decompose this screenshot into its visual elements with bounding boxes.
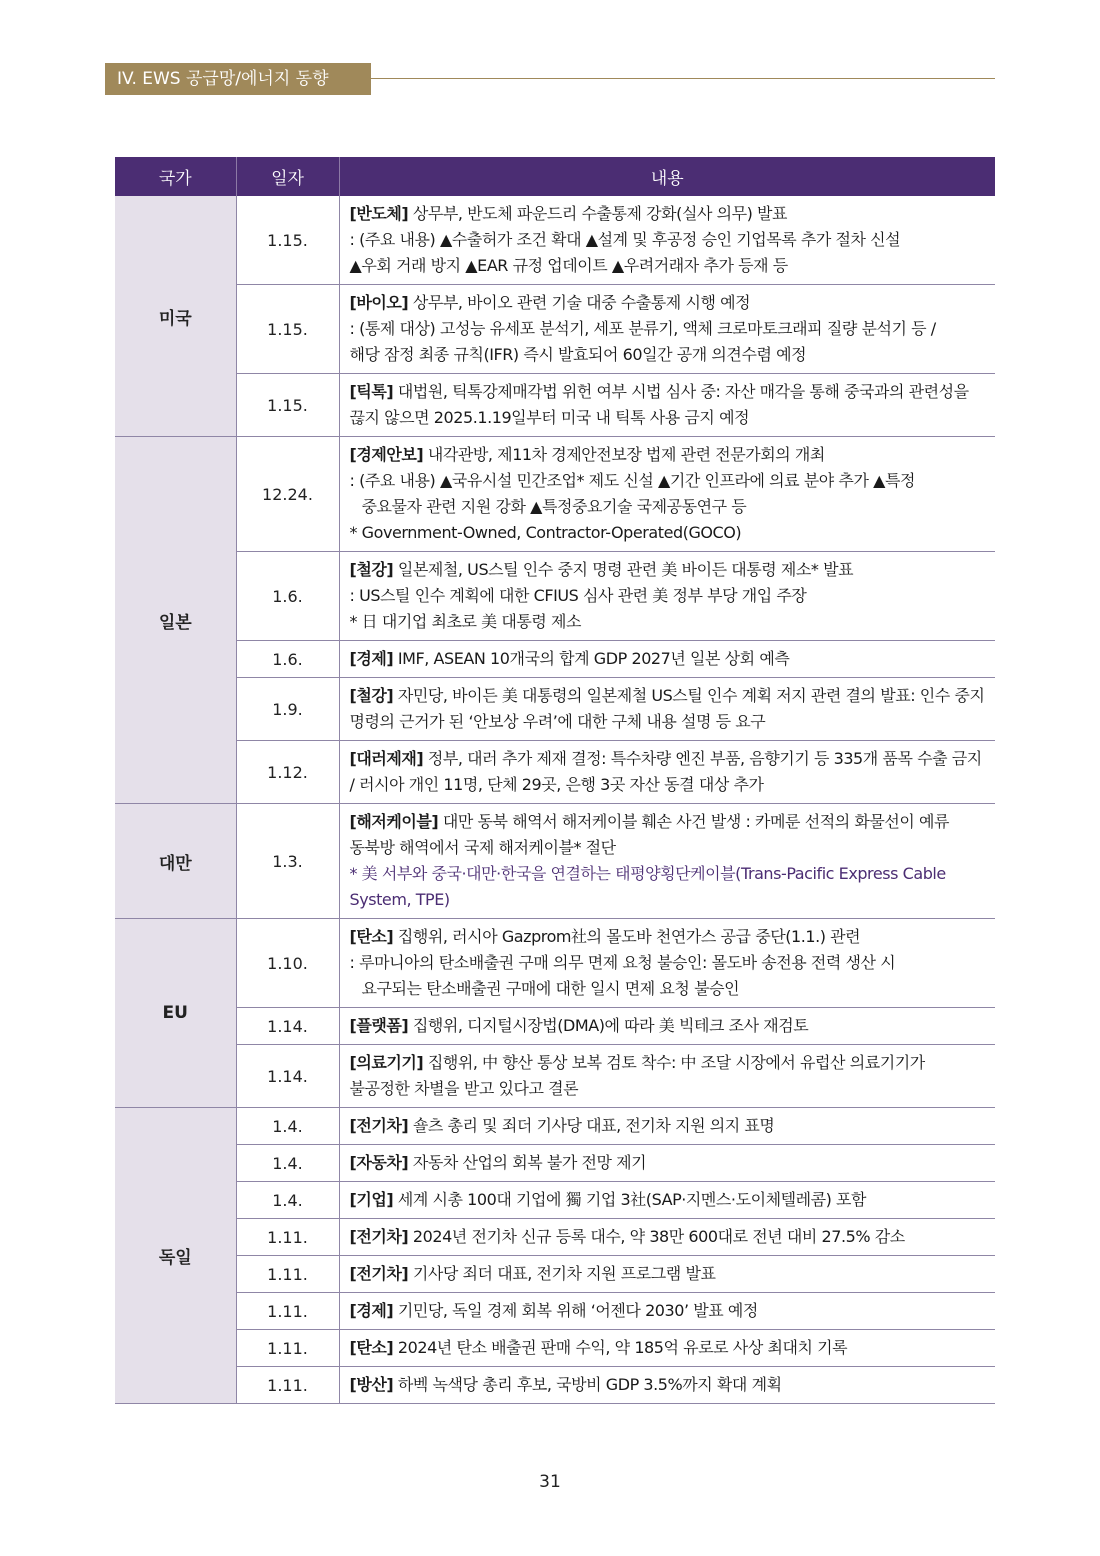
category-tag: [경제] xyxy=(349,649,394,668)
date-cell: 1.15. xyxy=(236,374,339,437)
line-text: 집행위, 러시아 Gazprom社의 몰도바 천연가스 공급 중단(1.1.) 관련 xyxy=(397,927,861,946)
trend-table xyxy=(115,157,995,1404)
content-line xyxy=(350,683,988,735)
table-row xyxy=(115,1256,995,1293)
table-row xyxy=(115,1219,995,1256)
line-text: 자동차 산업의 회복 불가 전망 제기 xyxy=(412,1153,647,1172)
line-text: 집행위, 中 향산 통상 보복 검토 착수: 中 조달 시장에서 유럽산 의료기기가 불공정한 차별을 받고 있다고 결론 xyxy=(349,1053,925,1098)
table-row xyxy=(115,919,995,1008)
content-line xyxy=(350,290,988,316)
content-cell xyxy=(339,804,995,919)
category-tag: [반도체] xyxy=(349,204,409,223)
country-cell: EU xyxy=(115,919,236,1108)
date-cell: 1.11. xyxy=(236,1219,339,1256)
content-line xyxy=(350,1372,988,1398)
content-line xyxy=(350,342,988,368)
line-text: * 日 대기업 최초로 美 대통령 제소 xyxy=(349,612,582,631)
content-line xyxy=(350,1261,988,1287)
content-line xyxy=(350,976,988,1002)
column-header-content: 내용 xyxy=(339,157,995,196)
line-text: : (주요 내용) ▲국유시설 민간조업* 제도 신설 ▲기간 인프라에 의료 분야 추가 ▲특정 xyxy=(349,471,915,490)
line-text: 2024년 전기차 신규 등록 대수, 약 38만 600대로 전년 대비 27.5% 감소 xyxy=(412,1227,905,1246)
table-row xyxy=(115,437,995,552)
content-line xyxy=(350,1013,988,1039)
content-line xyxy=(350,583,988,609)
category-tag: [경제안보] xyxy=(349,445,424,464)
table-row xyxy=(115,1045,995,1108)
content-line xyxy=(350,1150,988,1176)
date-cell: 1.3. xyxy=(236,804,339,919)
content-line xyxy=(350,646,988,672)
table-row xyxy=(115,1145,995,1182)
content-line xyxy=(350,1298,988,1324)
table-row xyxy=(115,374,995,437)
content-cell xyxy=(339,1145,995,1182)
line-text: : (통제 대상) 고성능 유세포 분석기, 세포 분류기, 액체 크로마토크래피 질량 분석기 등 / xyxy=(349,319,936,338)
table-header-row xyxy=(115,157,995,196)
category-tag: [탄소] xyxy=(349,927,394,946)
line-text: 2024년 탄소 배출권 판매 수익, 약 185억 유로로 사상 최대치 기록 xyxy=(397,1338,848,1357)
table-row xyxy=(115,641,995,678)
line-text: 중요물자 관련 지원 강화 ▲특정중요기술 국제공동연구 등 xyxy=(361,497,747,516)
content-line xyxy=(350,227,988,253)
content-line xyxy=(350,379,988,431)
date-cell: 1.4. xyxy=(236,1108,339,1145)
line-text: 일본제철, US스틸 인수 중지 명령 관련 美 바이든 대통령 제소* 발표 xyxy=(397,560,854,579)
page-number: 31 xyxy=(539,1472,561,1492)
content-cell xyxy=(339,1045,995,1108)
table-row xyxy=(115,552,995,641)
category-tag: [방산] xyxy=(349,1375,394,1394)
category-tag: [철강] xyxy=(349,686,394,705)
line-text: 대만 동북 해역서 해저케이블 훼손 사건 발생 : 카메룬 선적의 화물선이 예류 동북방 해역에서 국제 해저케이블* 절단 xyxy=(349,812,950,857)
table-row xyxy=(115,678,995,741)
content-cell xyxy=(339,678,995,741)
date-cell: 1.9. xyxy=(236,678,339,741)
content-line xyxy=(350,316,988,342)
category-tag: [바이오] xyxy=(349,293,409,312)
line-text: 정부, 대러 추가 제재 결정: 특수차량 엔진 부품, 음향기기 등 335개 품목 수출 금지 / 러시아 개인 11명, 단체 29곳, 은행 3곳 자산 동결 대상 추가 xyxy=(349,749,982,794)
section-header xyxy=(105,63,995,95)
content-cell xyxy=(339,641,995,678)
content-line xyxy=(350,1050,988,1102)
date-cell: 1.11. xyxy=(236,1330,339,1367)
content-line xyxy=(350,1187,988,1213)
column-header-country: 국가 xyxy=(115,157,236,196)
table-row xyxy=(115,196,995,285)
line-text: IMF, ASEAN 10개국의 합계 GDP 2027년 일본 상회 예측 xyxy=(397,649,790,668)
table-row xyxy=(115,1330,995,1367)
category-tag: [자동차] xyxy=(349,1153,409,1172)
content-cell xyxy=(339,374,995,437)
content-line xyxy=(350,746,988,798)
content-line xyxy=(350,253,988,279)
content-cell xyxy=(339,1367,995,1404)
table-body xyxy=(115,196,995,1404)
category-tag: [탄소] xyxy=(349,1338,394,1357)
line-text: 상무부, 바이오 관련 기술 대중 수출통제 시행 예정 xyxy=(412,293,751,312)
category-tag: [기업] xyxy=(349,1190,394,1209)
date-cell: 1.14. xyxy=(236,1045,339,1108)
line-text: * 美 서부와 중국·대만·한국을 연결하는 태평양횡단케이블(Trans-Pacific Express Cable System, TPE) xyxy=(349,864,946,909)
content-cell xyxy=(339,1008,995,1045)
date-cell: 1.6. xyxy=(236,552,339,641)
country-cell: 일본 xyxy=(115,437,236,804)
date-cell: 1.6. xyxy=(236,641,339,678)
date-cell: 1.11. xyxy=(236,1293,339,1330)
line-text: : (주요 내용) ▲수출허가 조건 확대 ▲설계 및 후공정 승인 기업목록 추가 절차 신설 xyxy=(349,230,901,249)
line-text: 숄츠 총리 및 죄더 기사당 대표, 전기차 지원 의지 표명 xyxy=(412,1116,775,1135)
content-cell xyxy=(339,552,995,641)
line-text: 대법원, 틱톡강제매각법 위헌 여부 시법 심사 중: 자산 매각을 통해 중국과의 관련성을 끊지 않으면 2025.1.19일부터 미국 내 틱톡 사용 금지 예정 xyxy=(349,382,969,427)
content-line xyxy=(350,1113,988,1139)
category-tag: [전기차] xyxy=(349,1116,409,1135)
content-line xyxy=(350,1224,988,1250)
content-cell xyxy=(339,1330,995,1367)
table-row xyxy=(115,1182,995,1219)
category-tag: [철강] xyxy=(349,560,394,579)
country-cell: 독일 xyxy=(115,1108,236,1404)
content-line xyxy=(350,494,988,520)
date-cell: 1.4. xyxy=(236,1145,339,1182)
table-row xyxy=(115,1008,995,1045)
date-cell: 1.11. xyxy=(236,1256,339,1293)
date-cell: 1.15. xyxy=(236,285,339,374)
date-cell: 1.15. xyxy=(236,196,339,285)
content-line xyxy=(350,557,988,583)
content-line xyxy=(350,201,988,227)
table-row xyxy=(115,1108,995,1145)
table-row xyxy=(115,285,995,374)
content-line xyxy=(350,468,988,494)
content-cell xyxy=(339,285,995,374)
line-text: 하벡 녹색당 총리 후보, 국방비 GDP 3.5%까지 확대 계획 xyxy=(397,1375,782,1394)
content-line xyxy=(350,520,988,546)
content-cell xyxy=(339,1256,995,1293)
category-tag: [전기차] xyxy=(349,1264,409,1283)
content-line xyxy=(350,950,988,976)
line-text: 세계 시총 100대 기업에 獨 기업 3社(SAP·지멘스·도이체텔레콤) 포함 xyxy=(397,1190,867,1209)
line-text: 요구되는 탄소배출권 구매에 대한 일시 면제 요청 불승인 xyxy=(361,979,740,998)
line-text: * Government-Owned, Contractor-Operated(GOCO) xyxy=(349,523,742,542)
content-cell xyxy=(339,919,995,1008)
content-cell xyxy=(339,1182,995,1219)
content-line xyxy=(350,1335,988,1361)
content-line xyxy=(350,809,988,861)
content-line xyxy=(350,924,988,950)
date-cell: 1.14. xyxy=(236,1008,339,1045)
date-cell: 1.12. xyxy=(236,741,339,804)
content-cell xyxy=(339,1293,995,1330)
section-divider xyxy=(371,78,995,79)
date-cell: 1.4. xyxy=(236,1182,339,1219)
date-cell: 12.24. xyxy=(236,437,339,552)
line-text: 자민당, 바이든 美 대통령의 일본제철 US스틸 인수 계획 저지 관련 결의 발표: 인수 중지 명령의 근거가 된 ‘안보상 우려’에 대한 구체 내용 설명 등 요구 xyxy=(349,686,985,731)
content-cell xyxy=(339,196,995,285)
date-cell: 1.10. xyxy=(236,919,339,1008)
date-cell: 1.11. xyxy=(236,1367,339,1404)
section-title: IV. EWS 공급망/에너지 동향 xyxy=(105,63,371,95)
country-cell: 미국 xyxy=(115,196,236,437)
category-tag: [플랫폼] xyxy=(349,1016,409,1035)
category-tag: [전기차] xyxy=(349,1227,409,1246)
line-text: 기민당, 독일 경제 회복 위해 ‘어젠다 2030’ 발표 예정 xyxy=(397,1301,758,1320)
content-cell xyxy=(339,741,995,804)
content-cell xyxy=(339,1108,995,1145)
line-text: ▲우회 거래 방지 ▲EAR 규정 업데이트 ▲우려거래자 추가 등재 등 xyxy=(349,256,788,275)
line-text: : 루마니아의 탄소배출권 구매 의무 면제 요청 불승인: 몰도바 송전용 전력 생산 시 xyxy=(349,953,896,972)
content-line xyxy=(350,442,988,468)
content-cell xyxy=(339,1219,995,1256)
line-text: 내각관방, 제11차 경제안전보장 법제 관련 전문가회의 개최 xyxy=(427,445,825,464)
table-row xyxy=(115,1293,995,1330)
line-text: 집행위, 디지털시장법(DMA)에 따라 美 빅테크 조사 재검토 xyxy=(412,1016,809,1035)
category-tag: [해저케이블] xyxy=(349,812,439,831)
content-line xyxy=(350,609,988,635)
country-cell: 대만 xyxy=(115,804,236,919)
line-text: 해당 잠정 최종 규칙(IFR) 즉시 발효되어 60일간 공개 의견수렴 예정 xyxy=(349,345,807,364)
category-tag: [의료기기] xyxy=(349,1053,424,1072)
category-tag: [경제] xyxy=(349,1301,394,1320)
category-tag: [틱톡] xyxy=(349,382,394,401)
line-text: 기사당 죄더 대표, 전기차 지원 프로그램 발표 xyxy=(412,1264,716,1283)
category-tag: [대러제재] xyxy=(349,749,424,768)
line-text: : US스틸 인수 계획에 대한 CFIUS 심사 관련 美 정부 부당 개입 주장 xyxy=(349,586,807,605)
table-row xyxy=(115,804,995,919)
table-row xyxy=(115,1367,995,1404)
line-text: 상무부, 반도체 파운드리 수출통제 강화(실사 의무) 발표 xyxy=(412,204,788,223)
content-cell xyxy=(339,437,995,552)
column-header-date: 일자 xyxy=(236,157,339,196)
table-row xyxy=(115,741,995,804)
footnote-text xyxy=(350,861,988,913)
